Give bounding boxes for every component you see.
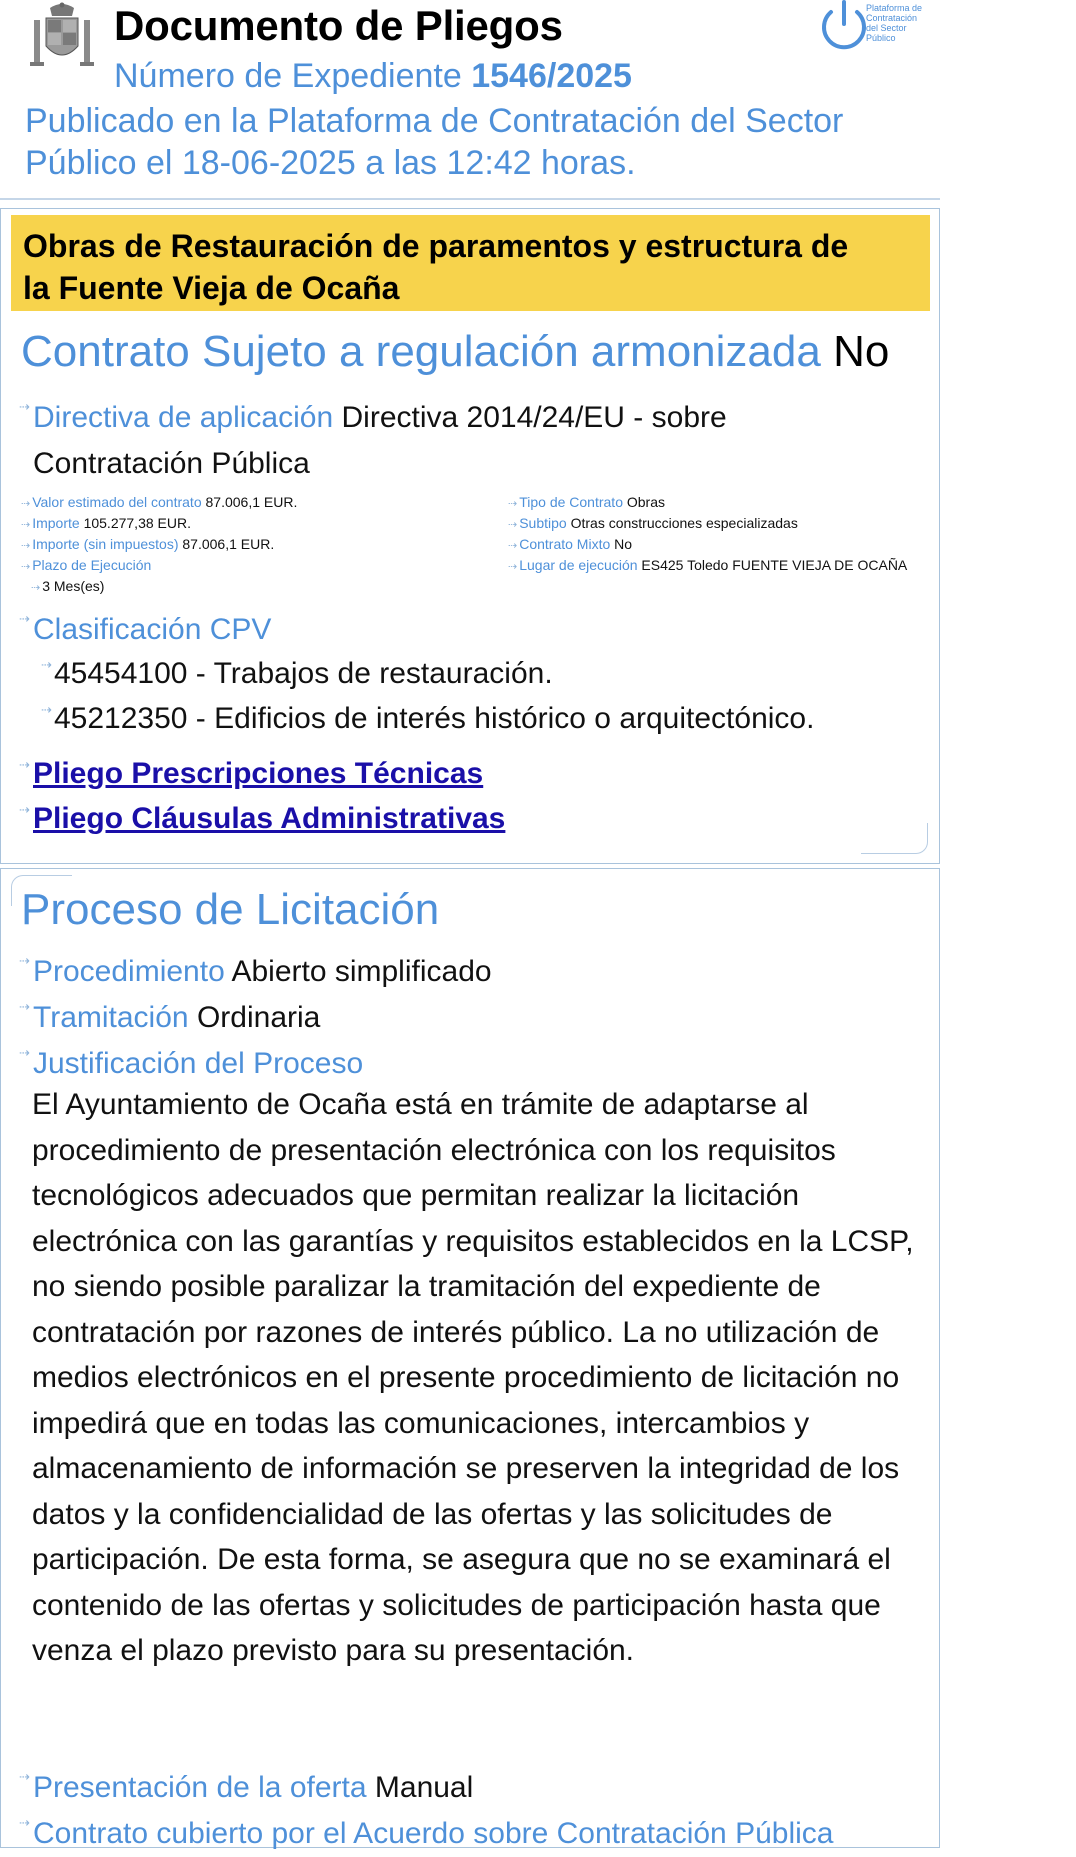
expediente-number: 1546/2025 [471, 57, 632, 95]
arrow-icon: ⇢ [19, 611, 30, 626]
arrow-icon: ⇢ [19, 953, 30, 968]
detail-execution-place: ⇢ Lugar de ejecución ES425 Toledo FUENTE VIEJA DE OCAÑA [508, 557, 908, 573]
arrow-icon: ⇢ [21, 540, 31, 552]
arrow-icon: ⇢ [19, 802, 30, 817]
contract-section [0, 208, 940, 864]
offer-label: Presentación de la oferta [33, 1771, 367, 1804]
expediente-label: Número de Expediente [114, 57, 462, 95]
arrow-icon: ⇢ [19, 757, 30, 772]
page-title: Documento de Pliegos [114, 2, 563, 49]
platform-logo-text: Plataforma de Contratación del Sector Público [866, 3, 923, 43]
arrow-icon: ⇢ [21, 519, 31, 531]
arrow-icon: ⇢ [508, 519, 518, 531]
arrow-icon: ⇢ [41, 657, 52, 672]
coat-of-arms-icon [28, 2, 96, 70]
arrow-icon: ⇢ [19, 999, 30, 1014]
directive-row: Directiva de aplicación Directiva 2014/24/EU - sobre Contratación Pública [33, 401, 727, 480]
procedure-label: Procedimiento [33, 955, 225, 988]
document-header [0, 0, 1076, 200]
publication-info [25, 100, 925, 184]
arrow-icon: ⇢ [19, 1769, 30, 1784]
arrow-icon: ⇢ [41, 702, 52, 717]
publication-line-1: Publicado en la Plataforma de Contratación del Sector [25, 102, 844, 140]
publication-line-2: Público el 18-06-2025 a las 12:42 horas. [25, 144, 636, 182]
detail-estimated-value: ⇢ Valor estimado del contrato 87.006,1 EUR. [21, 494, 298, 510]
contract-title-banner: Obras de Restauración de paramentos y estructura de la Fuente Vieja de Ocaña [11, 215, 930, 311]
arrow-icon: ⇢ [508, 498, 518, 510]
directive-label: Directiva de aplicación [33, 401, 334, 434]
arrow-icon: ⇢ [19, 1045, 30, 1060]
justification-label: Justificación del Proceso [33, 1047, 364, 1080]
technical-specifications-link[interactable]: Pliego Prescripciones Técnicas [33, 757, 484, 790]
process-heading: Proceso de Licitación [21, 885, 440, 934]
detail-execution-term-value: ⇢ 3 Mes(es) [31, 578, 105, 594]
expediente-line [114, 57, 632, 96]
justification-text: El Ayuntamiento de Ocaña está en trámite de adaptarse al procedimiento de presentación electrónica con los requisitos tecnológicos adecuados que permitan realizar la licitación electrónica con las garantías y requisitos establecidos en la LCSP, no siendo posible paralizar la tramitación del expediente de contratación por razones de interés público. La no utilización de medios electrónicos en el presente procedimiento de licitación no impedirá que en todas las comunicaciones, intercambios y almacenamiento de información se preserven la integridad de los datos y la confidencialidad de las ofertas y las solicitudes de participación. De esta forma, se asegura que no se examinará el contenido de las ofertas y solicitudes de participación hasta que venza el plazo previsto para su presentación. [32, 1088, 914, 1667]
cpv-label: Clasificación CPV [33, 613, 272, 646]
administrative-clauses-link[interactable]: Pliego Cláusulas Administrativas [33, 802, 506, 835]
offer-submission-row [33, 1765, 473, 1811]
offer-value: Manual [374, 1771, 474, 1804]
detail-execution-term: ⇢ Plazo de Ejecución [21, 557, 152, 573]
detail-contract-type: ⇢ Tipo de Contrato Obras [508, 494, 665, 510]
processing-value: Ordinaria [196, 1001, 321, 1034]
arrow-icon: ⇢ [19, 399, 30, 414]
arrow-icon: ⇢ [21, 561, 31, 573]
processing-label: Tramitación [33, 1001, 189, 1034]
arrow-icon: ⇢ [21, 498, 31, 510]
decorative-corner [861, 823, 928, 854]
arrow-icon: ⇢ [19, 1815, 30, 1830]
cpv-item: 45212350 - Edificios de interés histórico o arquitectónico. [54, 702, 815, 735]
harmonized-value: No [833, 327, 890, 376]
cpv-item: 45454100 - Trabajos de restauración. [54, 657, 553, 690]
processing-row [33, 995, 320, 1041]
gpa-coverage-label: Contrato cubierto por el Acuerdo sobre Contratación Pública [33, 1817, 834, 1850]
detail-subtype: ⇢ Subtipo Otras construcciones especializadas [508, 515, 798, 531]
detail-mixed-contract: ⇢ Contrato Mixto No [508, 536, 633, 552]
detail-amount: ⇢ Importe 105.277,38 EUR. [21, 515, 191, 531]
harmonized-regulation-row [21, 327, 889, 377]
header-divider [0, 198, 940, 200]
arrow-icon: ⇢ [31, 582, 41, 594]
arrow-icon: ⇢ [508, 540, 518, 552]
harmonized-label: Contrato Sujeto a regulación armonizada [21, 327, 821, 376]
procedure-value: Abierto simplificado [231, 955, 492, 988]
procedure-row [33, 949, 492, 995]
arrow-icon: ⇢ [508, 561, 518, 573]
directive-value: Directiva 2014/24/EU - sobre [341, 401, 727, 434]
detail-amount-no-tax: ⇢ Importe (sin impuestos) 87.006,1 EUR. [21, 536, 275, 552]
